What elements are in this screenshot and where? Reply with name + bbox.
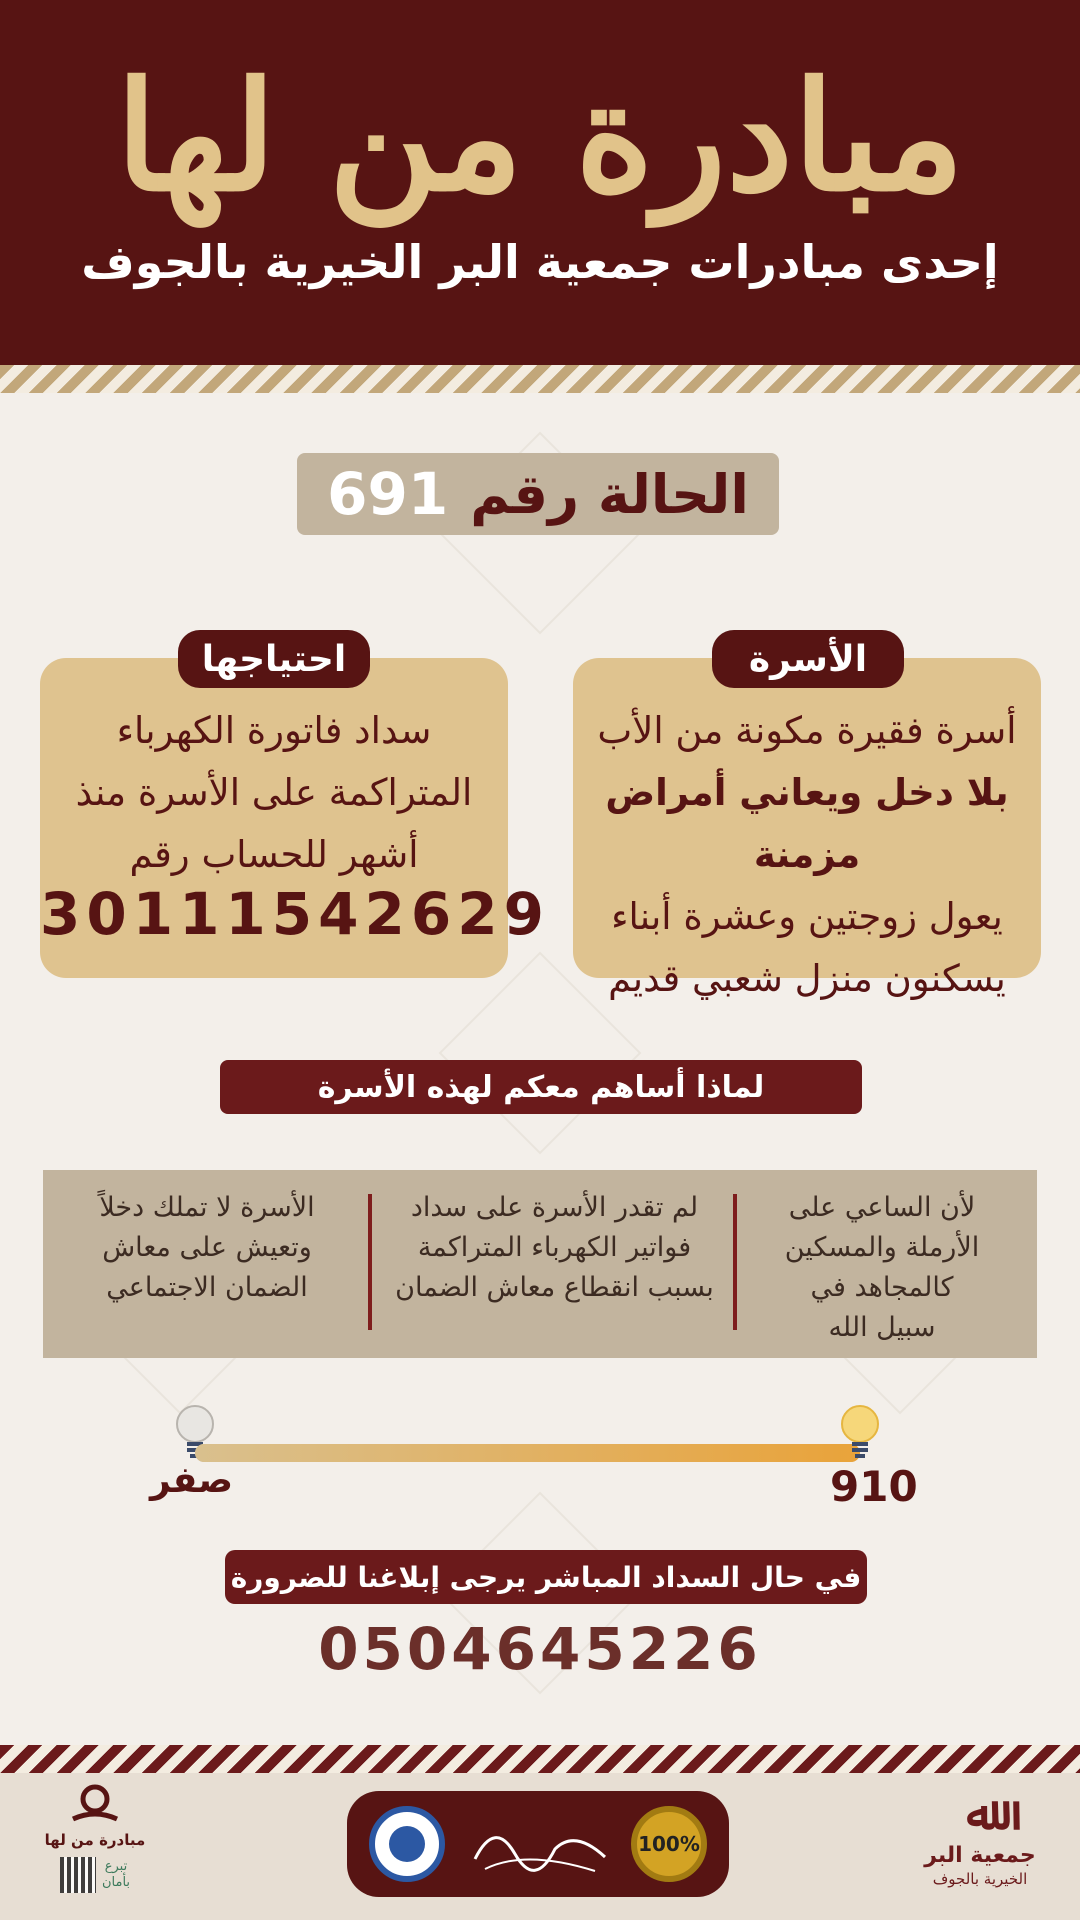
reason-2-line-2: فواتير الكهرباء المتراكمة <box>417 1232 692 1263</box>
qr-code-icon[interactable] <box>60 1857 96 1893</box>
donation-progress-bar <box>195 1444 860 1462</box>
partner-seal-icon <box>369 1806 445 1882</box>
reason-divider <box>368 1194 372 1330</box>
reason-2-line-1: لم تقدر الأسرة على سداد <box>410 1192 699 1223</box>
donate-line-2: بأمان <box>101 1875 131 1890</box>
reason-divider <box>733 1194 737 1330</box>
family-line-1: أسرة فقيرة مكونة من الأب <box>597 709 1017 752</box>
reasons-panel <box>43 1170 1037 1358</box>
reason-3-line-2: وتعيش على معاش <box>102 1232 312 1263</box>
partner-logos <box>347 1791 729 1897</box>
reason-3-line-3: الضمان الاجتماعي <box>106 1272 308 1303</box>
account-number: 30111542629 <box>40 880 550 948</box>
donate-row <box>40 1857 150 1893</box>
charity-name: جمعية البر <box>924 1843 1036 1868</box>
case-label: الحالة رقم <box>470 462 749 526</box>
reason-1-line-3: كالمجاهد في <box>810 1272 954 1303</box>
needs-card-tab: احتياجها <box>178 630 370 688</box>
why-contribute-banner: لماذا أساهم معكم لهذه الأسرة <box>220 1060 862 1114</box>
donate-safely-text <box>102 1859 130 1891</box>
charity-logo-icon: ﷲ <box>966 1786 994 1840</box>
donation-progress-fill <box>195 1444 860 1462</box>
footer <box>0 1773 1080 1920</box>
donate-line-1: تبرع <box>104 1859 128 1874</box>
needs-line-3: أشهر للحساب رقم <box>129 833 419 876</box>
initiative-brand-name: مبادرة من لها <box>44 1831 146 1849</box>
initiative-logo-icon <box>65 1781 125 1825</box>
family-line-4: يسكنون منزل شعبي قديم <box>608 957 1006 1000</box>
needs-line-1: سداد فاتورة الكهرباء <box>116 709 432 752</box>
case-number: 691 <box>327 460 449 528</box>
case-number-box <box>297 453 779 535</box>
decorative-stripe-top <box>0 365 1080 393</box>
initiative-title: مبادرة من لها <box>115 49 965 225</box>
lightbulb-on-icon <box>836 1402 884 1462</box>
progress-min-label: صفر <box>150 1460 234 1501</box>
calligraphy-logo-icon <box>465 1809 615 1879</box>
header-banner <box>0 0 1080 365</box>
family-line-2: بلا دخل ويعاني أمراض مزمنة <box>605 771 1009 876</box>
contact-phone[interactable]: 0504645226 <box>318 1615 762 1683</box>
initiative-brand <box>40 1781 150 1893</box>
reason-3-line-1: الأسرة لا تملك دخلاً <box>99 1192 315 1223</box>
charity-subname: الخيرية بالجوف <box>932 1870 1028 1888</box>
needs-line-2: المتراكمة على الأسرة منذ <box>75 771 473 814</box>
charity-brand <box>920 1783 1040 1889</box>
reason-1-line-2: الأرملة والمسكين <box>784 1232 980 1263</box>
reason-1 <box>747 1188 1017 1348</box>
reason-2-line-3: بسبب انقطاع معاش الضمان <box>395 1272 714 1303</box>
reason-2 <box>392 1188 717 1308</box>
family-line-3: يعول زوجتين وعشرة أبناء <box>611 895 1003 938</box>
payment-notice-banner: في حال السداد المباشر يرجى إبلاغنا للضرورة <box>225 1550 867 1604</box>
reason-1-line-4: سبيل الله <box>828 1312 936 1343</box>
reason-3 <box>62 1188 352 1308</box>
family-card-tab: الأسرة <box>712 630 904 688</box>
progress-max-label: 910 <box>830 1462 918 1511</box>
quality-seal-icon: 100% <box>631 1806 707 1882</box>
needs-description <box>60 700 488 886</box>
decorative-stripe-bottom <box>0 1745 1080 1773</box>
family-description <box>593 700 1021 1010</box>
reason-1-line-1: لأن الساعي على <box>788 1192 976 1223</box>
initiative-subtitle: إحدى مبادرات جمعية البر الخيرية بالجوف <box>81 235 999 289</box>
family-card <box>573 658 1041 1000</box>
needs-card <box>40 658 550 978</box>
